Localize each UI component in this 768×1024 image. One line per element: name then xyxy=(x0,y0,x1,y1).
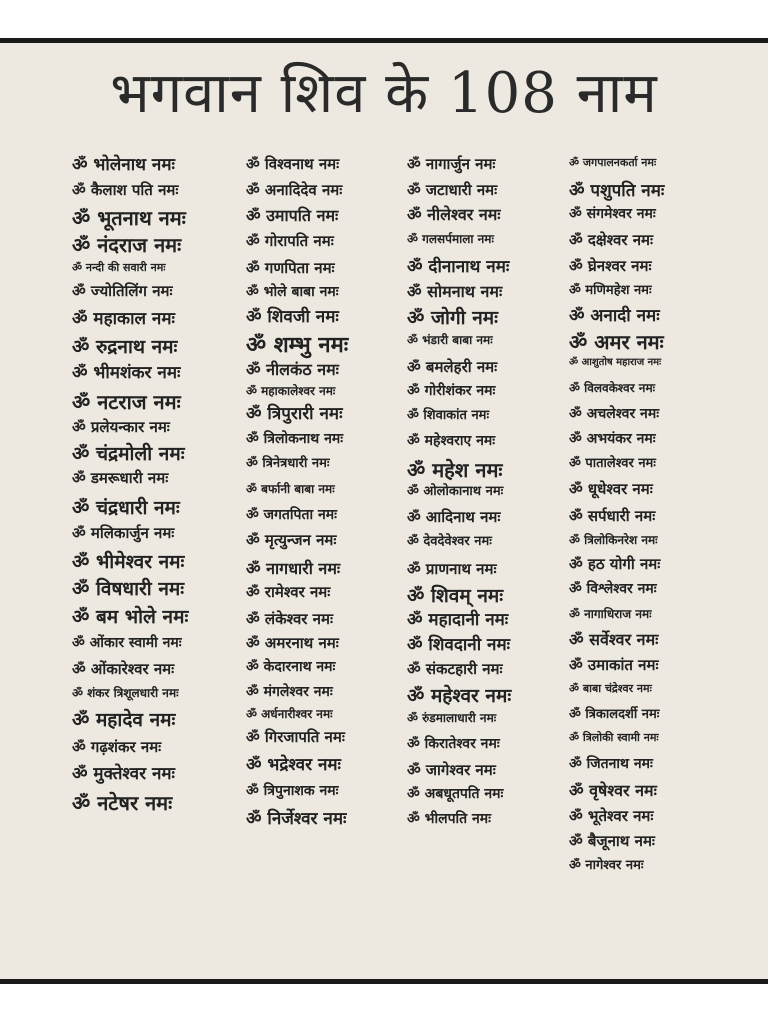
shiva-name: ॐ सर्वेश्वर नमः xyxy=(569,630,659,649)
shiva-name: ॐ महेश्वराए नमः xyxy=(407,433,496,449)
shiva-name: ॐ हठ योगी नमः xyxy=(569,555,661,573)
shiva-name: ॐ केदारनाथ नमः xyxy=(246,659,336,675)
page-title: भगवान शिव के 108 नाम xyxy=(110,61,658,126)
shiva-name: ॐ महेश नमः xyxy=(407,458,503,482)
shiva-name: ॐ जोगी नमः xyxy=(407,307,498,329)
shiva-name: ॐ विषधारी नमः xyxy=(72,578,185,600)
shiva-name: ॐ गणपिता नमः xyxy=(246,259,335,277)
shiva-name: ॐ अमर नमः xyxy=(569,330,664,354)
shiva-name: ॐ बम भोले नमः xyxy=(72,606,189,628)
shiva-name: ॐ भीलपति नमः xyxy=(407,811,492,827)
shiva-name: ॐ जटाधारी नमः xyxy=(407,181,498,199)
shiva-name: ॐ त्रिलोकनाथ नमः xyxy=(246,431,344,447)
shiva-name: ॐ महाकाल नमः xyxy=(72,309,175,329)
shiva-name: ॐ नटेषर नमः xyxy=(72,791,173,815)
shiva-name: ॐ जितनाथ नमः xyxy=(569,756,653,772)
shiva-name: ॐ भोलेनाथ नमः xyxy=(72,155,175,175)
shiva-name: ॐ दीनानाथ नमः xyxy=(407,257,510,277)
shiva-name: ॐ भूतेश्वर नमः xyxy=(569,807,654,825)
shiva-name: ॐ रुद्रनाथ नमः xyxy=(72,336,178,358)
shiva-name: ॐ विश्लेश्वर नमः xyxy=(569,581,657,597)
shiva-name: ॐ नटराज नमः xyxy=(72,390,181,414)
shiva-name: ॐ शिवाकांत नमः xyxy=(407,408,490,423)
shiva-name: ॐ भंडारी बाबा नमः xyxy=(407,333,493,347)
shiva-name: ॐ ओंकारेश्वर नमः xyxy=(72,660,175,678)
poster xyxy=(0,38,768,984)
shiva-name: ॐ डमरूधारी नमः xyxy=(72,469,169,487)
shiva-name: ॐ भूतनाथ नमः xyxy=(72,206,186,230)
shiva-name: ॐ महेश्वर नमः xyxy=(407,685,512,707)
shiva-name: ॐ रुंडमालाधारी नमः xyxy=(407,711,497,725)
shiva-name: ॐ त्रिपुरारी नमः xyxy=(246,404,343,424)
shiva-name: ॐ मणिमहेश नमः xyxy=(569,283,652,298)
shiva-name: ॐ गलसर्पमाला नमः xyxy=(407,232,494,246)
shiva-name: ॐ महाकालेश्वर नमः xyxy=(246,384,336,398)
shiva-name: ॐ गोरापति नमः xyxy=(246,232,334,250)
shiva-name: ॐ संगमेश्वर नमः xyxy=(569,206,656,222)
shiva-name: ॐ नन्दी की सवारी नमः xyxy=(72,261,166,274)
shiva-name: ॐ शिवम् नमः xyxy=(407,585,504,607)
shiva-name: ॐ गढ़शंकर नमः xyxy=(72,738,162,756)
shiva-name: ॐ शिवदानी नमः xyxy=(407,635,511,655)
shiva-name: ॐ नंदराज नमः xyxy=(72,233,182,257)
shiva-name: ॐ ओलोकानाथ नमः xyxy=(407,484,504,499)
shiva-name: ॐ बैजूनाथ नमः xyxy=(569,832,655,850)
shiva-name: ॐ सोमनाथ नमः xyxy=(407,282,503,301)
shiva-name: ॐ घ्रेनश्वर नमः xyxy=(569,257,652,275)
shiva-name: ॐ अनादिदेव नमः xyxy=(246,181,343,199)
shiva-name: ॐ आशुतोष महाराज नमः xyxy=(569,357,662,368)
shiva-name: ॐ अभयंकर नमः xyxy=(569,431,656,447)
shiva-name: ॐ नीलेश्वर नमः xyxy=(407,205,501,224)
shiva-name: ॐ संकटहारी नमः xyxy=(407,660,503,678)
shiva-name: ॐ मलिकार्जुन नमः xyxy=(72,524,175,542)
shiva-name: ॐ जगतपिता नमः xyxy=(246,507,337,523)
shiva-name: ॐ मंगलेश्वर नमः xyxy=(246,684,333,700)
shiva-name: ॐ किरातेश्वर नमः xyxy=(407,736,500,752)
shiva-name: ॐ पातालेश्वर नमः xyxy=(569,456,656,471)
shiva-name: ॐ उमाकांत नमः xyxy=(569,656,659,674)
shiva-name: ॐ अनादी नमः xyxy=(569,306,660,326)
shiva-name: ॐ नीलकंठ नमः xyxy=(246,360,339,379)
shiva-name: ॐ वृषेश्वर नमः xyxy=(569,781,657,800)
shiva-name: ॐ शंकर त्रिशूलधारी नमः xyxy=(72,686,179,700)
shiva-name: ॐ चंद्रधारी नमः xyxy=(72,497,180,519)
shiva-name: ॐ धूधेश्वर नमः xyxy=(569,480,653,498)
shiva-name: ॐ अमरनाथ नमः xyxy=(246,634,339,652)
shiva-name: ॐ नागधारी नमः xyxy=(246,559,341,578)
shiva-name: ॐ भोले बाबा नमः xyxy=(246,284,339,300)
shiva-name: ॐ मुक्तेश्वर नमः xyxy=(72,764,175,784)
shiva-name: ॐ त्रिलोकी स्वामी नमः xyxy=(569,731,659,744)
shiva-name: ॐ आदिनाथ नमः xyxy=(407,508,501,526)
shiva-name: ॐ अबधूतपति नमः xyxy=(407,786,504,802)
shiva-name: ॐ भद्रेश्वर नमः xyxy=(246,755,341,775)
shiva-name: ॐ दक्षेश्वर नमः xyxy=(569,231,654,249)
shiva-name: ॐ रामेश्वर नमः xyxy=(246,583,331,601)
shiva-name: ॐ गोरीशंकर नमः xyxy=(407,383,496,399)
shiva-name: ॐ लंकेश्वर नमः xyxy=(246,610,333,628)
shiva-name: ॐ अचलेश्वर नमः xyxy=(569,406,660,422)
shiva-name: ॐ चंद्रमोली नमः xyxy=(72,443,185,465)
shiva-name: ॐ निर्जेश्वर नमः xyxy=(246,809,347,829)
shiva-name: ॐ अर्धनारीश्वर नमः xyxy=(246,707,333,721)
shiva-name: ॐ शिवजी नमः xyxy=(246,307,339,327)
shiva-name: ॐ बाबा चंद्रेश्वर नमः xyxy=(569,682,652,695)
shiva-name: ॐ विलवकेश्वर नमः xyxy=(569,381,656,395)
shiva-name: ॐ नागार्जुन नमः xyxy=(407,155,496,173)
shiva-name: ॐ महादानी नमः xyxy=(407,610,509,630)
shiva-name: ॐ सर्पधारी नमः xyxy=(569,507,656,525)
shiva-name: ॐ बमलेहरी नमः xyxy=(407,358,498,376)
shiva-name: ॐ जगपालनकर्ता नमः xyxy=(569,156,657,169)
shiva-name: ॐ त्रिलोकिनरेश नमः xyxy=(569,533,658,547)
shiva-name: ॐ प्राणनाथ नमः xyxy=(407,560,497,578)
shiva-name: ॐ ज्योतिलिंग नमः xyxy=(72,282,173,300)
shiva-name: ॐ उमापति नमः xyxy=(246,206,339,225)
shiva-name: ॐ कैलाश पति नमः xyxy=(72,181,179,199)
shiva-name: ॐ नागेश्वर नमः xyxy=(569,858,644,873)
shiva-name: ॐ शम्भु नमः xyxy=(246,332,349,358)
shiva-name: ॐ त्रिकालदर्शी नमः xyxy=(569,707,660,722)
shiva-name: ॐ त्रिपुनाशक नमः xyxy=(246,783,339,799)
shiva-name: ॐ पशुपति नमः xyxy=(569,181,665,201)
shiva-name: ॐ बर्फानी बाबा नमः xyxy=(246,482,335,496)
shiva-name: ॐ विश्वनाथ नमः xyxy=(246,155,340,173)
shiva-name: ॐ ओंकार स्वामी नमः xyxy=(72,635,182,651)
shiva-name: ॐ मृत्युन्जन नमः xyxy=(246,531,337,549)
shiva-name: ॐ भीमेश्वर नमः xyxy=(72,551,185,573)
shiva-name: ॐ महादेव नमः xyxy=(72,709,176,731)
shiva-name: ॐ भीमशंकर नमः xyxy=(72,363,181,383)
shiva-name: ॐ नागाधिराज नमः xyxy=(569,607,652,621)
shiva-name: ॐ जागेश्वर नमः xyxy=(407,761,496,779)
shiva-name: ॐ त्रिनेत्रधारी नमः xyxy=(246,456,330,471)
shiva-name: ॐ प्रलेयन्कार नमः xyxy=(72,418,170,436)
shiva-name: ॐ गिरजापति नमः xyxy=(246,728,345,746)
shiva-name: ॐ देवदेवेश्वर नमः xyxy=(407,534,492,549)
